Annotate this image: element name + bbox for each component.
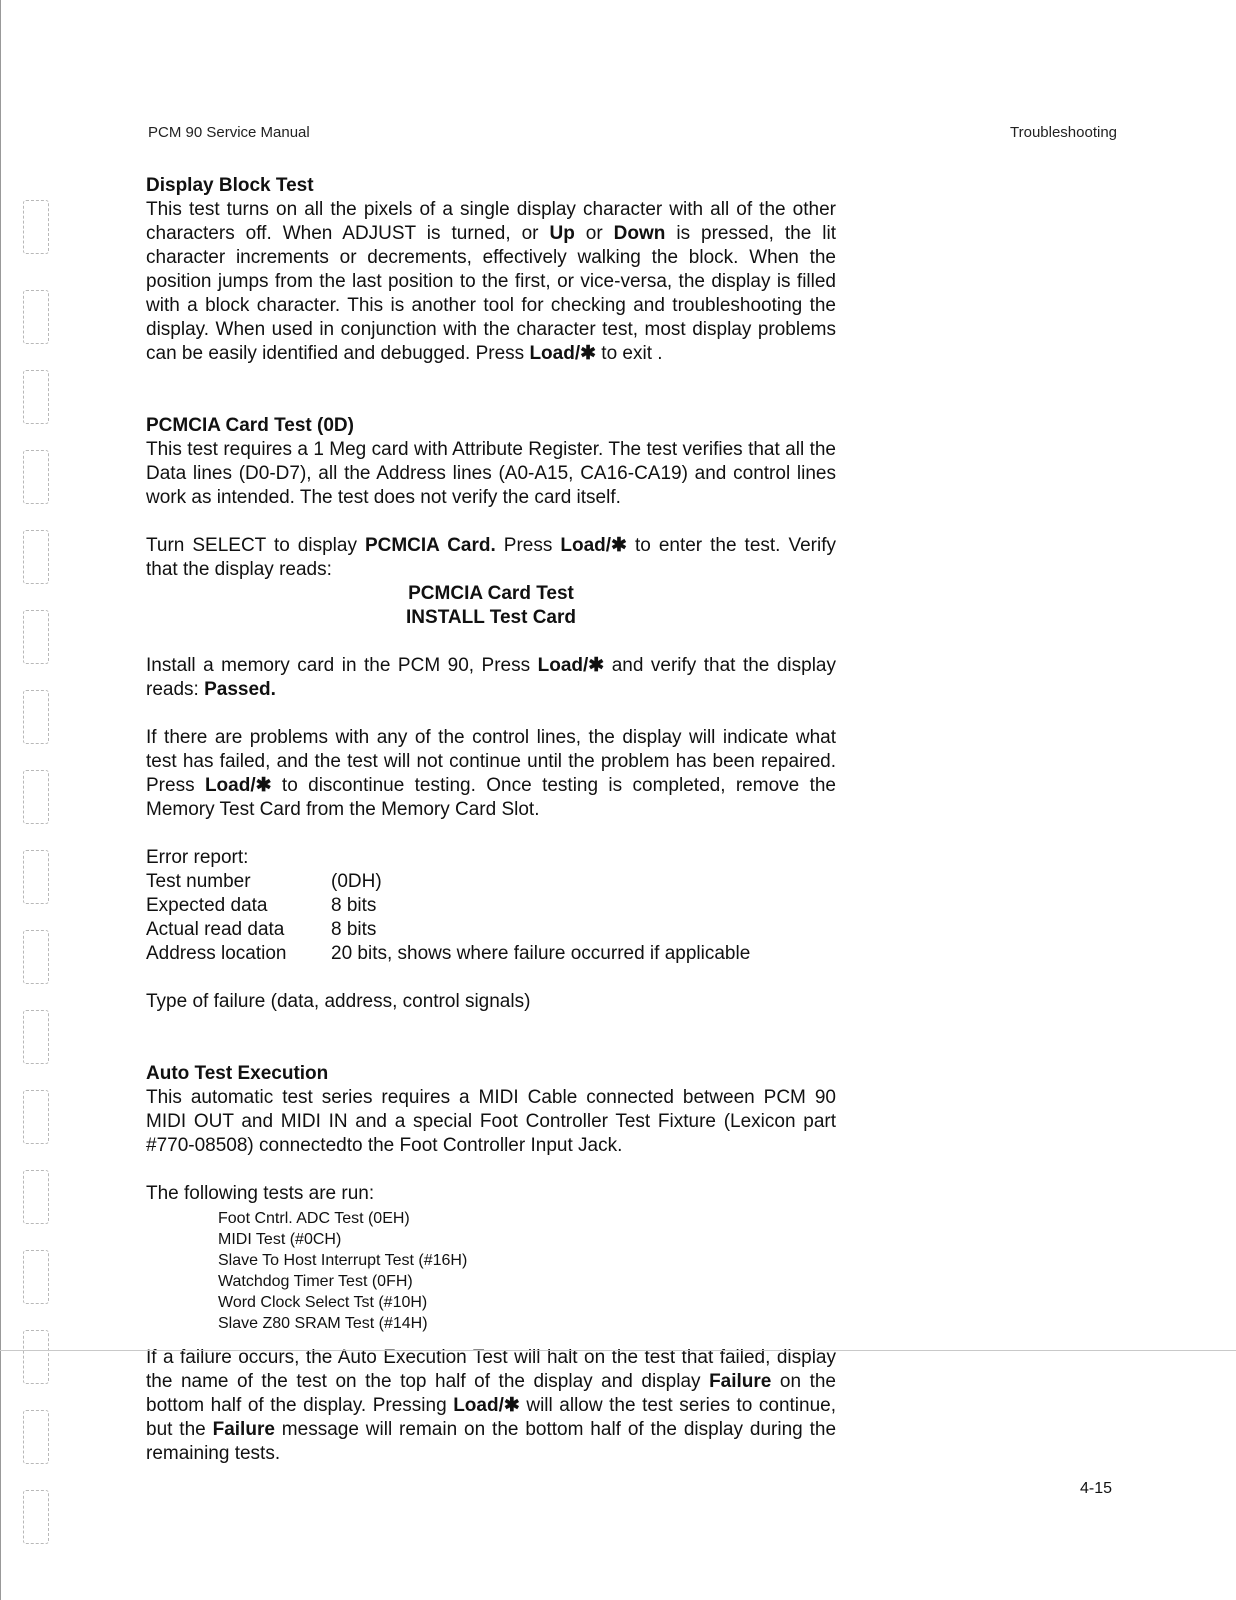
pcmcia-problems-paragraph <box>146 726 836 822</box>
failure-type-note: Type of failure (data, address, control signals) <box>146 991 531 1012</box>
test-list-item: Word Clock Select Tst (#10H) <box>218 1294 428 1311</box>
emphasis-text: Passed. <box>204 679 276 700</box>
punch-hole <box>23 1490 49 1544</box>
text-run: on the bottom half of the display. Pressing <box>146 1371 836 1416</box>
error-report-row <box>146 942 836 966</box>
error-report-row <box>146 870 836 894</box>
test-list-item: Slave Z80 SRAM Test (#14H) <box>218 1315 428 1332</box>
emphasis-text: Failure <box>212 1419 275 1440</box>
test-list-item: MIDI Test (#0CH) <box>218 1231 342 1248</box>
text-run: If a failure occurs, the Auto Execution Test will halt on the test that failed, display the name of the test on the top half of the display and display <box>146 1347 836 1392</box>
text-run: to exit . <box>596 343 663 364</box>
text-run: This automatic test series requires a MIDI Cable connected between PCM 90 MIDI OUT and MIDI IN and a special Foot Controller Test Fixture (Lexicon part #770-08508) connectedto the Foot Controller Input Jack. <box>146 1087 836 1156</box>
punch-hole <box>23 450 49 504</box>
punch-hole <box>23 1170 49 1224</box>
text-run: Turn SELECT to display <box>146 535 365 556</box>
punch-hole <box>23 930 49 984</box>
emphasis-text: Load/✱ <box>537 655 605 676</box>
punch-hole <box>23 1090 49 1144</box>
text-run: to discontinue testing. Once testing is completed, remove the Memory Test Card from the Memory Card Slot. <box>146 775 836 820</box>
text-run: or <box>574 223 614 244</box>
error-field-value: 20 bits, shows where failure occurred if applicable <box>331 943 751 964</box>
error-report-row <box>146 918 836 942</box>
emphasis-text: PCMCIA Card. <box>364 535 496 556</box>
section-heading-auto-test: Auto Test Execution <box>146 1063 329 1084</box>
punch-hole <box>23 610 49 664</box>
emphasis-text: Load/✱ <box>453 1395 520 1416</box>
emphasis-text: Down <box>613 223 666 244</box>
text-run: is pressed, the lit character increments or decrements, effectively walking the block. When the position jumps from the last position to the first, or vice-versa, the display is filled with a block character. This is another tool for checking and troubleshooting the display. When used in conjunction with the character test, most display problems can be easily identified and debugged. Press <box>146 223 836 364</box>
auto-test-intro-paragraph <box>146 1086 836 1158</box>
error-field-value: 8 bits <box>331 895 377 916</box>
text-run: Press <box>495 535 561 556</box>
error-field-label: Expected data <box>146 895 268 916</box>
emphasis-text: Up <box>549 223 575 244</box>
running-header-title: PCM 90 Service Manual <box>148 124 310 141</box>
section-heading-display-block: Display Block Test <box>146 175 314 196</box>
display-readout-line2: INSTALL Test Card <box>406 607 576 628</box>
text-run: Install a memory card in the PCM 90, Press <box>146 655 538 676</box>
pcmcia-select-paragraph <box>146 534 836 582</box>
error-field-value: 8 bits <box>331 919 377 940</box>
error-report-title: Error report: <box>146 847 249 868</box>
scan-fold-line <box>0 1350 1236 1351</box>
punch-hole <box>23 1250 49 1304</box>
test-list <box>218 1208 836 1334</box>
pcmcia-intro-paragraph <box>146 438 836 510</box>
punch-hole <box>23 1010 49 1064</box>
text-run: will allow the test series to continue, but the <box>146 1395 836 1440</box>
display-readout-line1: PCMCIA Card Test <box>408 583 574 604</box>
emphasis-text: Load/✱ <box>529 343 597 364</box>
punch-hole <box>23 690 49 744</box>
page-body <box>146 174 836 1466</box>
error-field-label: Address location <box>146 943 287 964</box>
error-field-value: (0DH) <box>331 871 382 892</box>
text-run: message will remain on the bottom half of the display during the remaining tests. <box>146 1419 837 1464</box>
punch-hole <box>23 290 49 344</box>
page-number: 4-15 <box>1080 1480 1113 1497</box>
test-list-item: Slave To Host Interrupt Test (#16H) <box>218 1252 468 1269</box>
punch-hole <box>23 1330 49 1384</box>
punch-hole <box>23 770 49 824</box>
error-report-row <box>146 894 836 918</box>
test-list-item: Watchdog Timer Test (0FH) <box>218 1273 413 1290</box>
punch-hole <box>23 530 49 584</box>
punch-hole <box>23 370 49 424</box>
punch-hole <box>23 1410 49 1464</box>
punch-hole <box>23 850 49 904</box>
error-field-label: Actual read data <box>146 919 285 940</box>
text-run: This test turns on all the pixels of a single display character with all of the other characters off. When ADJUST is turned, or <box>146 199 836 244</box>
error-report-table <box>146 870 836 966</box>
emphasis-text: Failure <box>709 1371 772 1392</box>
text-run: This test requires a 1 Meg card with Attribute Register. The test verifies that all the Data lines (D0-D7), all the Address lines (A0-A15, CA16-CA19) and control lines work as intended. The test does not verify the card itself. <box>146 439 836 508</box>
emphasis-text: Load/✱ <box>560 535 627 556</box>
running-header-section: Troubleshooting <box>1010 124 1118 141</box>
display-readout <box>146 582 836 630</box>
emphasis-text: Load/✱ <box>204 775 272 796</box>
error-field-label: Test number <box>146 871 251 892</box>
binding-margin <box>0 0 61 1600</box>
display-block-paragraph <box>146 198 836 366</box>
auto-test-failure-paragraph <box>146 1346 836 1466</box>
section-heading-pcmcia: PCMCIA Card Test (0D) <box>146 415 354 436</box>
punch-hole <box>23 200 49 254</box>
test-list-title: The following tests are run: <box>146 1183 375 1204</box>
pcmcia-install-paragraph <box>146 654 836 702</box>
text-run: If there are problems with any of the control lines, the display will indicate what test has failed, and the test will not continue until the problem has been repaired. Press <box>146 727 836 796</box>
text-run: and verify that the display reads: <box>146 655 836 700</box>
test-list-item: Foot Cntrl. ADC Test (0EH) <box>218 1210 410 1227</box>
text-run: to enter the test. Verify that the display reads: <box>146 535 836 580</box>
